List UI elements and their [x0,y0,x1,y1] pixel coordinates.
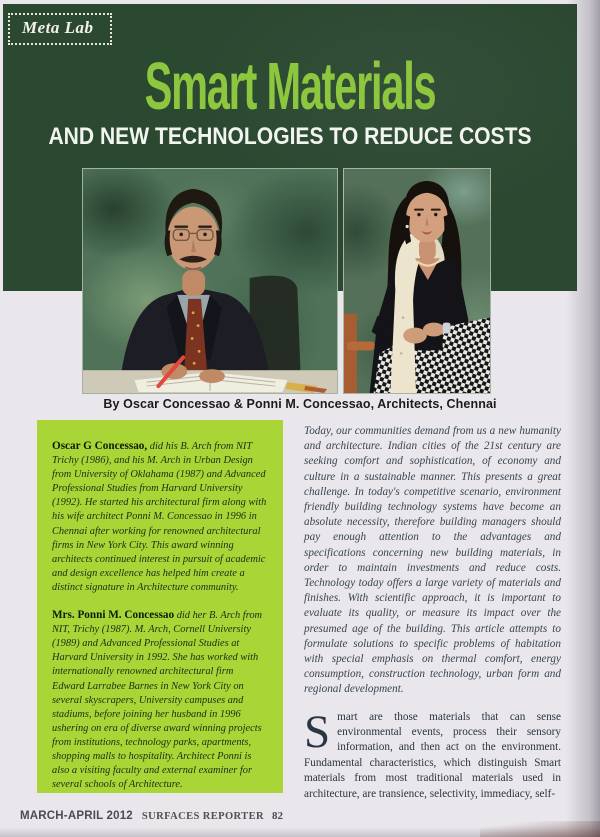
photo-oscar [82,168,338,394]
section-tag-box [8,13,112,45]
page-footer [20,806,283,824]
photo-oscar-illustration [83,169,337,393]
article-intro: Today, our communities demand from us a new humanity and architecture. Indian cities of the 21st century are seeking comfort and sophistication, of economy and culture in a sustainable manner. This presents a great challenge. In today's competitive scenario, environment friendly building technology systems have become an absolute necessity, therefore building managers should pay enough attention to the advantages and specifications concerning new building materials, in order to maintain investments and reduce costs. Technology today offers a large variety of materials and finishes. With scientific approach, it is important to evaluate its quality, or measure its impact over the presumed age of the building. This article attempts to formulate solutions to specific problems of habitation with special emphasis on thermal comfort, energy consumption, construction technology, urban form and regional development. [304,425,561,696]
bio-ponni-text: did her B. Arch from NIT, Trichy (1987). M. Arch, Cornell University (1989) and Advanced Professional Studies at Harvard University in 1992. She has worked with internationally renowned architectural firm Edward Larrabee Barnes in New York City on several skyscrapers, University campuses and stadiums, before joining her husband in 1996 ushering on era of diverse award winning projects from institutions, technology parks, apartments, shopping malls to hospitality. Architect Ponni is also a visiting faculty and external examiner for several schools of Architecture. [52,610,263,791]
section-tag-label: Meta Lab [22,18,94,37]
footer-issue-date: MARCH-APRIL 2012 [20,810,133,822]
photo-ponni [343,168,491,394]
dropcap-letter: S [304,705,331,758]
article-body-text: mart are those materials that can sense environmental events, process their sensory information, and then act on the environment. Fundamental characteristics, which distinguish Smart materials from most traditional materials used in architecture, are transience, selectivity, immediacy, self- [304,710,561,800]
article-subtitle: AND NEW TECHNOLOGIES TO REDUCE COSTS [48,123,532,150]
photo-ponni-illustration [344,169,490,393]
byline: By Oscar Concessao & Ponni M. Concessao, Architects, Chennai [103,397,497,411]
bio-oscar [52,439,268,595]
footer-page-number: 82 [271,810,283,822]
bio-ponni [52,608,268,792]
author-bio-box [37,420,283,793]
scan-corner-shade [480,821,600,837]
scan-shadow-bottom [0,827,600,837]
article-column [304,424,561,802]
bio-ponni-name: Mrs. Ponni M. Concessao [52,609,175,622]
article-body [304,705,561,802]
bio-oscar-name: Oscar G Concessao, [52,440,148,452]
bio-oscar-text: did his B. Arch from NIT Trichy (1986), and his M. Arch in Urban Design from University of Oklahama (1987) and Advanced Professional Studies from Harvard University (1992). He started his architectural firm along with his wife architect Ponni M. Concessao in 1996 in Chennai after working for renowned architectural firms in New York City. This award winning architects continued interest in pursuit of academic and design excellence has helped him create a distinct signature in Architecture community. [52,441,267,593]
footer-publication-name: SURFACES REPORTER [141,811,264,822]
article-title: Smart Materials [144,49,436,124]
